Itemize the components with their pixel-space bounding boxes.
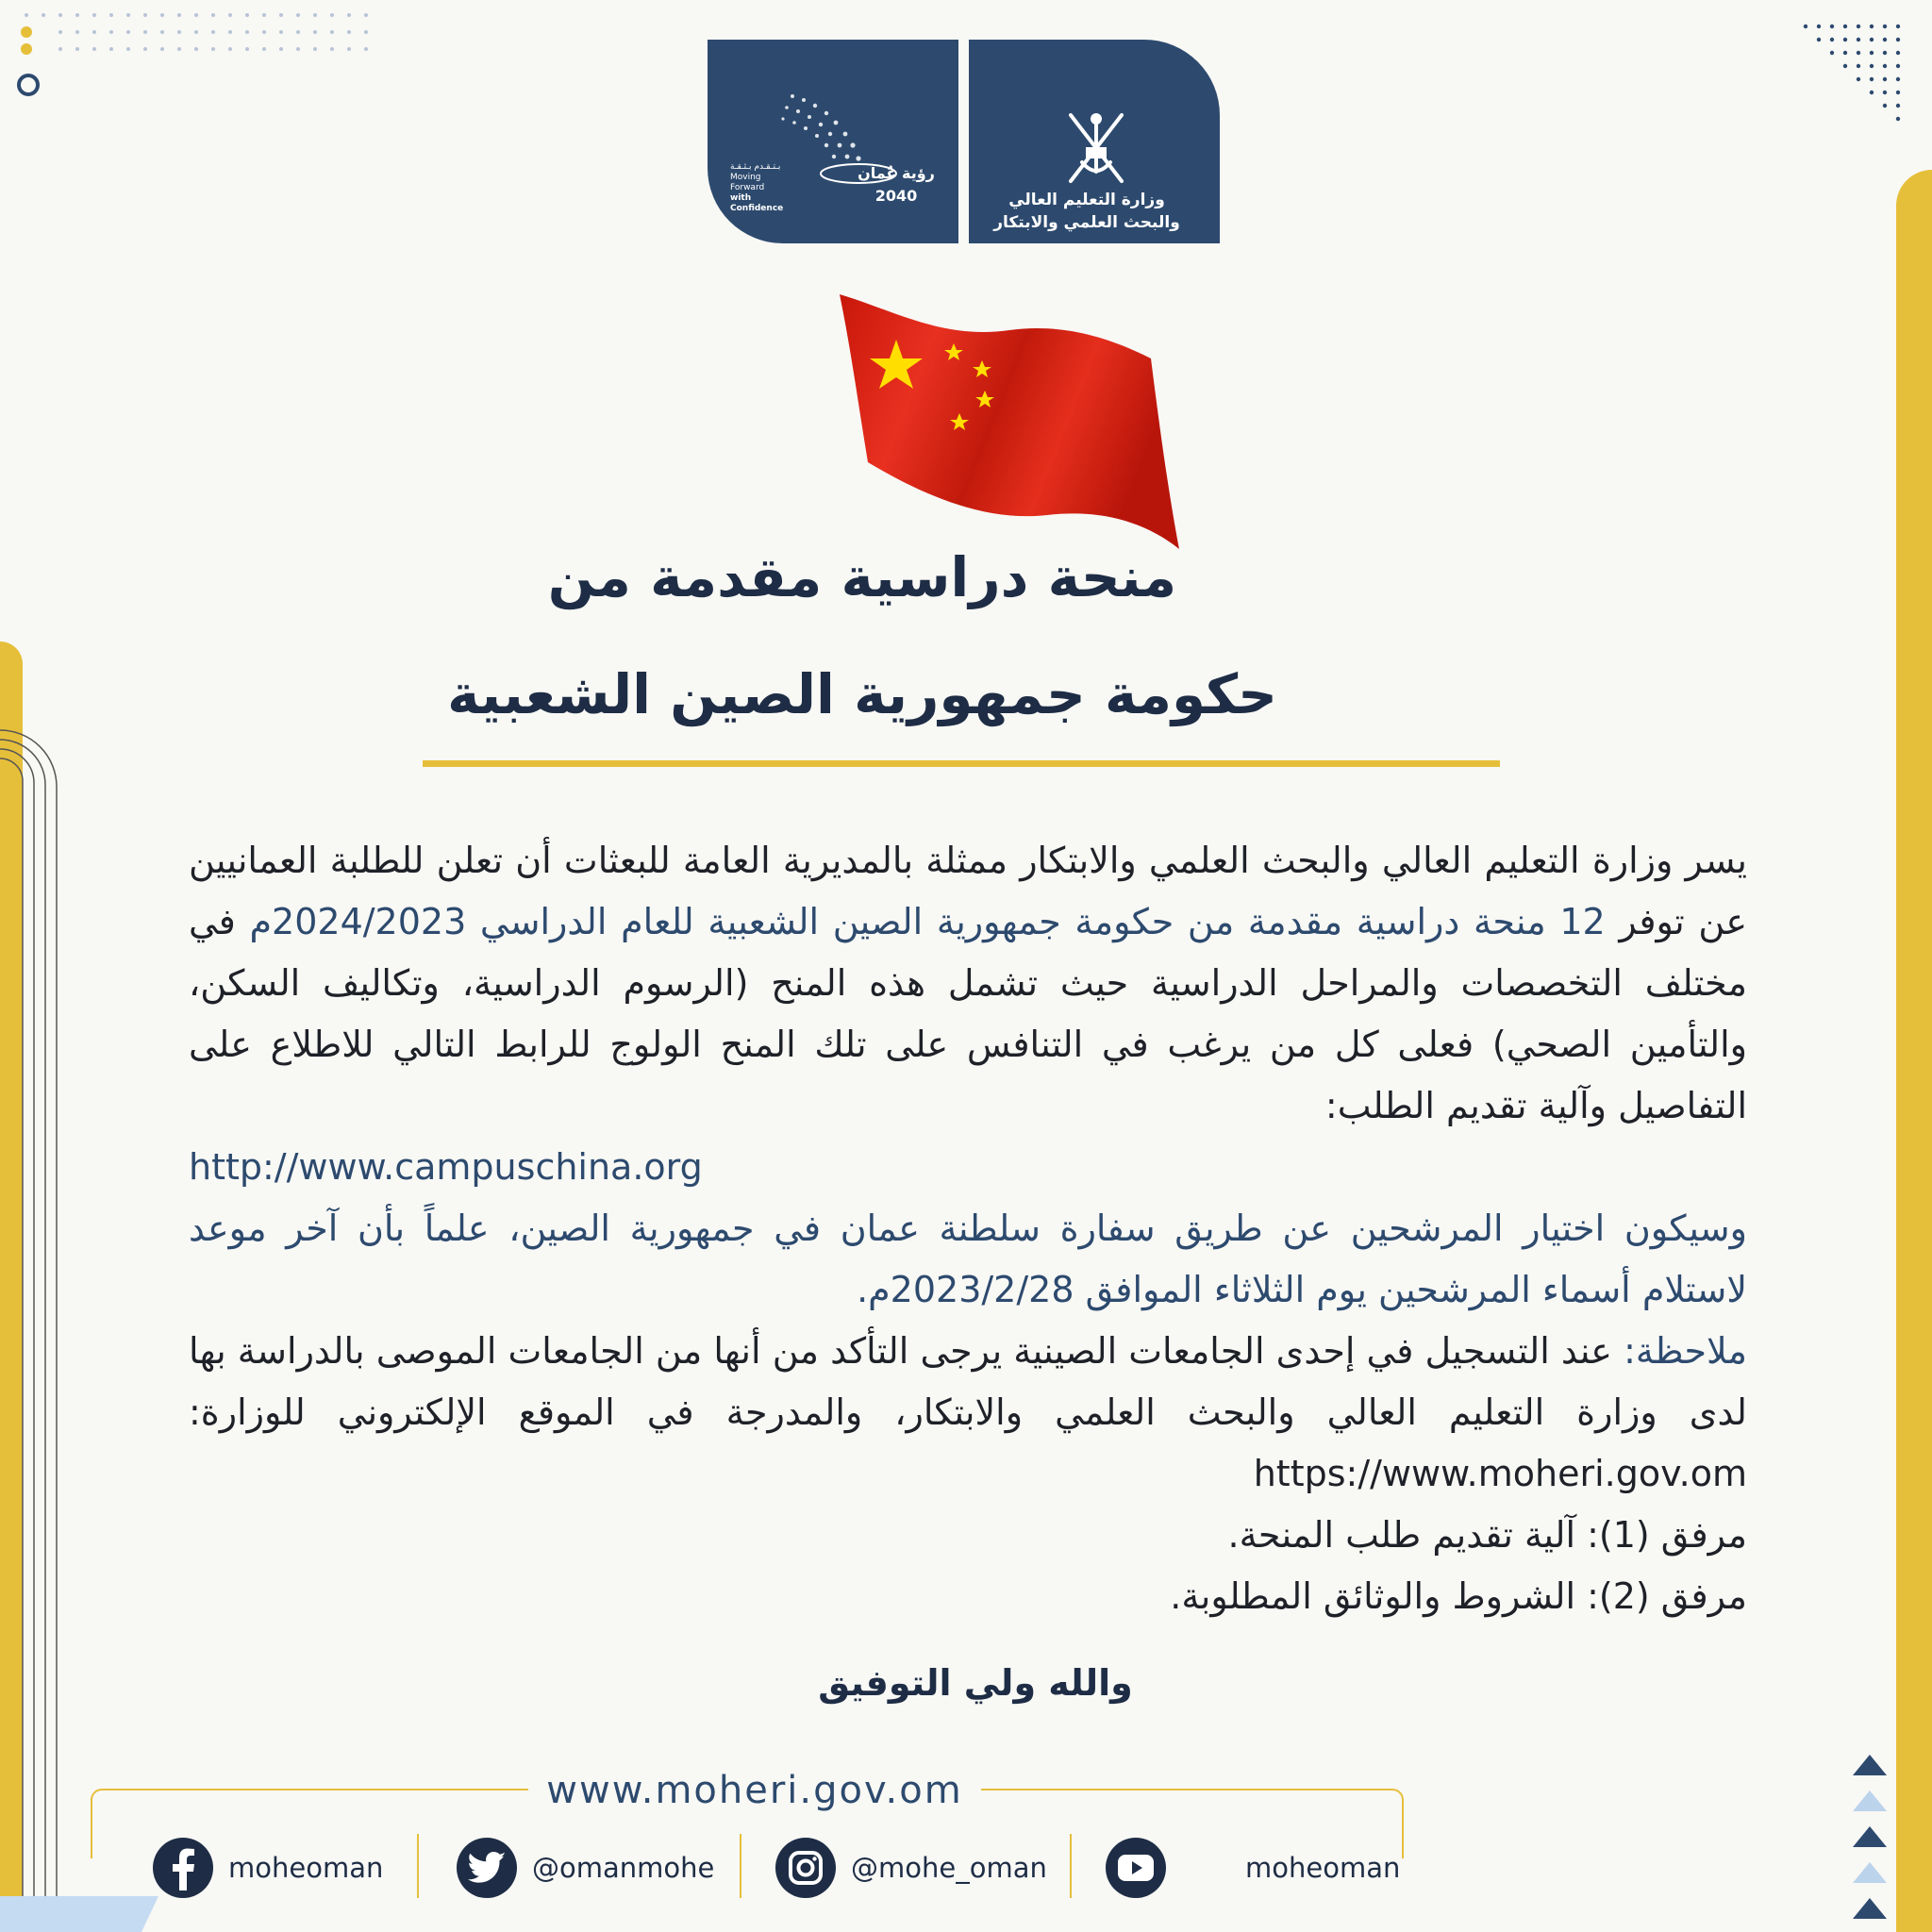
- twitter-handle: @omanmohe: [532, 1852, 715, 1884]
- vision-tagline-en1: Moving Forward: [730, 173, 765, 192]
- paragraph-intro: [189, 830, 1747, 1137]
- vision-title: رؤية عُمان 2040: [858, 164, 935, 205]
- page-title-line1: منحة دراسية مقدمة من: [547, 545, 1177, 609]
- note-label: ملاحظة:: [1624, 1330, 1747, 1372]
- facebook-icon: [153, 1838, 213, 1898]
- instagram-icon: [775, 1838, 836, 1898]
- attachment-1: مرفق (1): آلية تقديم طلب المنحة.: [1227, 1514, 1747, 1556]
- youtube-icon: [1106, 1838, 1166, 1898]
- social-separator: [1070, 1834, 1072, 1898]
- dot-pattern-top-left: [15, 9, 374, 66]
- ministry-name: [978, 189, 1195, 234]
- campuschina-link-line: [189, 1137, 1747, 1198]
- attachment-2: مرفق (2): الشروط والوثائق المطلوبة.: [1170, 1575, 1747, 1617]
- oman-emblem-icon: [1054, 106, 1139, 191]
- ministry-logo: [969, 40, 1220, 243]
- left-arc-lines: [0, 726, 66, 1932]
- vision-tagline-en2: with Confidence: [730, 193, 784, 213]
- youtube-handle: moheoman: [1245, 1852, 1401, 1884]
- twitter-icon: [457, 1838, 517, 1898]
- social-separator: [417, 1834, 419, 1898]
- intro-text-b: في مختلف التخصصات والمراحل الدراسية حيث تشمل هذه المنح (الرسوم الدراسية، وتكاليف السكن، والتأمين الصحي) فعلى كل من يرغب في التنافس على تلك المنح الولوج للرابط التالي للاطلاع على التفاصيل وآلية تقديم الطلب:: [189, 901, 1747, 1126]
- ministry-name-line2: والبحث العلمي والابتكار: [993, 213, 1180, 232]
- facebook-handle: moheoman: [228, 1852, 384, 1884]
- intro-highlight: 12 منحة دراسية مقدمة من حكومة جمهورية الصين الشعبية للعام الدراسي 2024/2023م: [249, 901, 1606, 942]
- china-flag-image: [830, 292, 1179, 557]
- dot-pattern-top-right: [1800, 21, 1913, 125]
- vision-tagline: [730, 162, 791, 214]
- triangle-decoration: [1849, 1753, 1890, 1932]
- instagram-handle: @mohe_oman: [851, 1852, 1047, 1884]
- social-twitter[interactable]: [457, 1830, 714, 1906]
- social-separator: [740, 1834, 741, 1898]
- footer-website-link[interactable]: www.moheri.gov.om: [528, 1760, 981, 1821]
- corner-shape-decoration: [0, 1896, 160, 1932]
- ministry-name-line1: وزارة التعليم العالي: [1008, 191, 1165, 209]
- campuschina-link[interactable]: http://www.campuschina.org: [189, 1146, 703, 1188]
- intro-text-a: يسر وزارة التعليم العالي والبحث العلمي والابتكار ممثلة بالمديرية العامة للبعثات أن تعلن للطلبة العمانيين عن توفر: [189, 840, 1747, 942]
- note-text: عند التسجيل في إحدى الجامعات الصينية يرجى التأكد من أنها من الجامعات الموصى بالدراسة بها لدى وزارة التعليم العالي والبحث العلمي والابتكار، والمدرجة في الموقع الإلكتروني للوزارة:: [189, 1330, 1747, 1433]
- social-facebook[interactable]: [153, 1830, 383, 1906]
- moheri-link[interactable]: https://www.moheri.gov.om: [1253, 1453, 1747, 1494]
- social-youtube[interactable]: [1106, 1830, 1400, 1906]
- ring-decoration: [17, 74, 40, 96]
- vision-tagline-ar: بـتـقـدم بـثـقـة: [730, 162, 781, 172]
- paragraph-note: [189, 1321, 1747, 1505]
- social-instagram[interactable]: [775, 1830, 1047, 1906]
- title-underline: [423, 760, 1500, 767]
- closing-phrase: والله ولي التوفيق: [818, 1662, 1133, 1704]
- paragraph-selection: وسيكون اختيار المرشحين عن طريق سفارة سلطنة عمان في جمهورية الصين، علماً بأن آخر موعد لاستلام أسماء المرشحين يوم الثلاثاء الموافق 2023/2/28م.: [189, 1208, 1747, 1310]
- oman-vision-2040-logo: [708, 40, 958, 243]
- announcement-body: [189, 830, 1747, 1627]
- page-title-line2: حكومة جمهورية الصين الشعبية: [447, 662, 1277, 726]
